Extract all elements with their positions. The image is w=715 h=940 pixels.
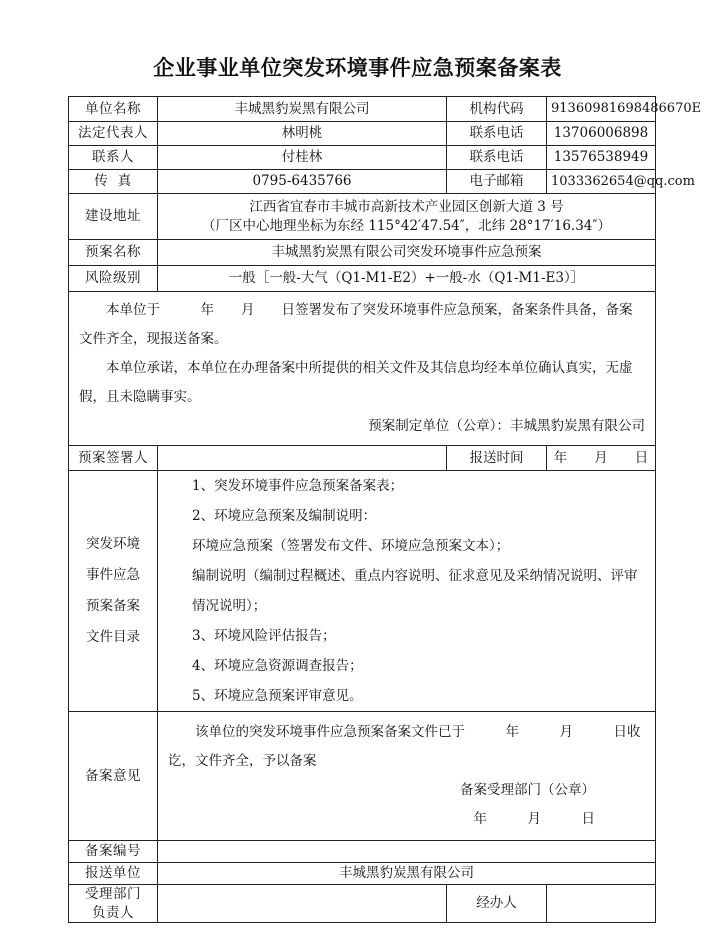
unit-name-label: 单位名称 [69, 97, 158, 122]
row-plan-name [69, 240, 656, 266]
risk-level-value: 一般［一般-大气（Q1-M1-E2）+一般-水（Q1-M1-E3）］ [158, 266, 656, 292]
risk-level-label: 风险级别 [69, 266, 158, 292]
opinion-dept: 备案受理部门（公章） [460, 782, 595, 798]
catalog-item-4: 编制说明（编制过程概述、重点内容说明、征求意见及采纳情况说明、评审情况说明）； [192, 568, 638, 614]
catalog-label-line-1: 突发环境 [86, 536, 140, 552]
catalog-item-6: 4、环境应急资源调查报告； [192, 658, 363, 674]
row-declaration [69, 292, 656, 446]
row-address [69, 194, 656, 240]
contact-label: 联系人 [69, 146, 158, 170]
org-code-label: 机构代码 [447, 97, 547, 122]
opinion-text: 该单位的突发环境事件应急预案备案文件已于 年 月 日收讫，文件齐全，予以备案 [168, 724, 641, 769]
plan-name-value: 丰城黑豹炭黑有限公司突发环境事件应急预案 [158, 240, 656, 266]
row-unit-name [69, 97, 656, 122]
row-submit-unit [69, 863, 656, 885]
phone2-label: 联系电话 [447, 146, 547, 170]
record-no-value [158, 841, 656, 863]
catalog-list [158, 471, 656, 712]
opinion-block [158, 712, 656, 841]
catalog-item-1: 1、突发环境事件应急预案备案表； [192, 478, 404, 494]
unit-name-value: 丰城黑豹炭黑有限公司 [158, 97, 447, 122]
dept-head-value [158, 885, 447, 923]
phone2-value: 13576538949 [547, 146, 656, 170]
fax-value: 0795-6435766 [158, 170, 447, 194]
plan-name-label: 预案名称 [69, 240, 158, 266]
signer-value [158, 446, 447, 471]
declaration-block [69, 292, 656, 446]
row-signer [69, 446, 656, 471]
org-code-value: 91360981698486670E [547, 97, 656, 122]
catalog-item-2: 2、环境应急预案及编制说明： [192, 508, 377, 524]
address-value [158, 194, 656, 240]
address-label: 建设地址 [69, 194, 158, 240]
report-time-label: 报送时间 [447, 446, 547, 471]
legal-rep-value: 林明桃 [158, 122, 447, 146]
row-catalog [69, 471, 656, 712]
filing-form-table [68, 96, 702, 923]
row-risk-level [69, 266, 656, 292]
declaration-signature: 预案制定单位（公章）：丰城黑豹炭黑有限公司 [368, 418, 645, 434]
fax-label: 传 真 [69, 170, 158, 194]
row-record-no [69, 841, 656, 863]
phone1-value: 13706006898 [547, 122, 656, 146]
dept-head-label-line-1: 受理部门 [85, 886, 141, 903]
report-time-value: 年 月 日 [547, 446, 656, 471]
row-fax [69, 170, 656, 194]
catalog-label-line-2: 事件应急 [86, 567, 140, 583]
catalog-item-7: 5、环境应急预案评审意见。 [192, 688, 363, 704]
catalog-label [69, 471, 158, 712]
submit-unit-value: 丰城黑豹炭黑有限公司 [158, 863, 656, 885]
catalog-label-line-4: 文件目录 [86, 629, 140, 645]
row-legal-rep [69, 122, 656, 146]
submit-unit-label: 报送单位 [69, 863, 158, 885]
opinion-date: 年 月 日 [473, 811, 595, 827]
declaration-paragraph-1: 本单位于 年 月 日签署发布了突发环境事件应急预案，备案条件具备，备案文件齐全，现报送备案。 [79, 302, 633, 347]
email-value: 1033362654@qq.com [547, 170, 656, 194]
row-dept-head [69, 885, 656, 923]
address-line-2: （厂区中心地理坐标为东经 115°42′47.54″，北纬 28°17′16.34″） [202, 217, 611, 234]
handler-label: 经办人 [447, 885, 547, 923]
catalog-item-5: 3、环境风险评估报告； [192, 628, 336, 644]
signer-label: 预案签署人 [69, 446, 158, 471]
email-label: 电子邮箱 [447, 170, 547, 194]
catalog-label-line-3: 预案备案 [86, 598, 140, 614]
handler-value [547, 885, 656, 923]
legal-rep-label: 法定代表人 [69, 122, 158, 146]
declaration-paragraph-2: 本单位承诺，本单位在办理备案中所提供的相关文件及其信息均经本单位确认真实，无虚假，且未隐瞒事实。 [79, 360, 633, 405]
dept-head-label [69, 885, 158, 923]
phone1-label: 联系电话 [447, 122, 547, 146]
contact-value: 付桂林 [158, 146, 447, 170]
row-opinion [69, 712, 656, 841]
record-no-label: 备案编号 [69, 841, 158, 863]
form-title: 企业事业单位突发环境事件应急预案备案表 [153, 56, 562, 80]
opinion-label: 备案意见 [69, 712, 158, 841]
dept-head-label-line-2: 负责人 [92, 904, 134, 921]
catalog-item-3: 环境应急预案（签署发布文件、环境应急预案文本）； [192, 538, 510, 554]
address-line-1: 江西省宜春市丰城市高新技术产业园区创新大道 3 号 [249, 199, 564, 216]
row-contact [69, 146, 656, 170]
